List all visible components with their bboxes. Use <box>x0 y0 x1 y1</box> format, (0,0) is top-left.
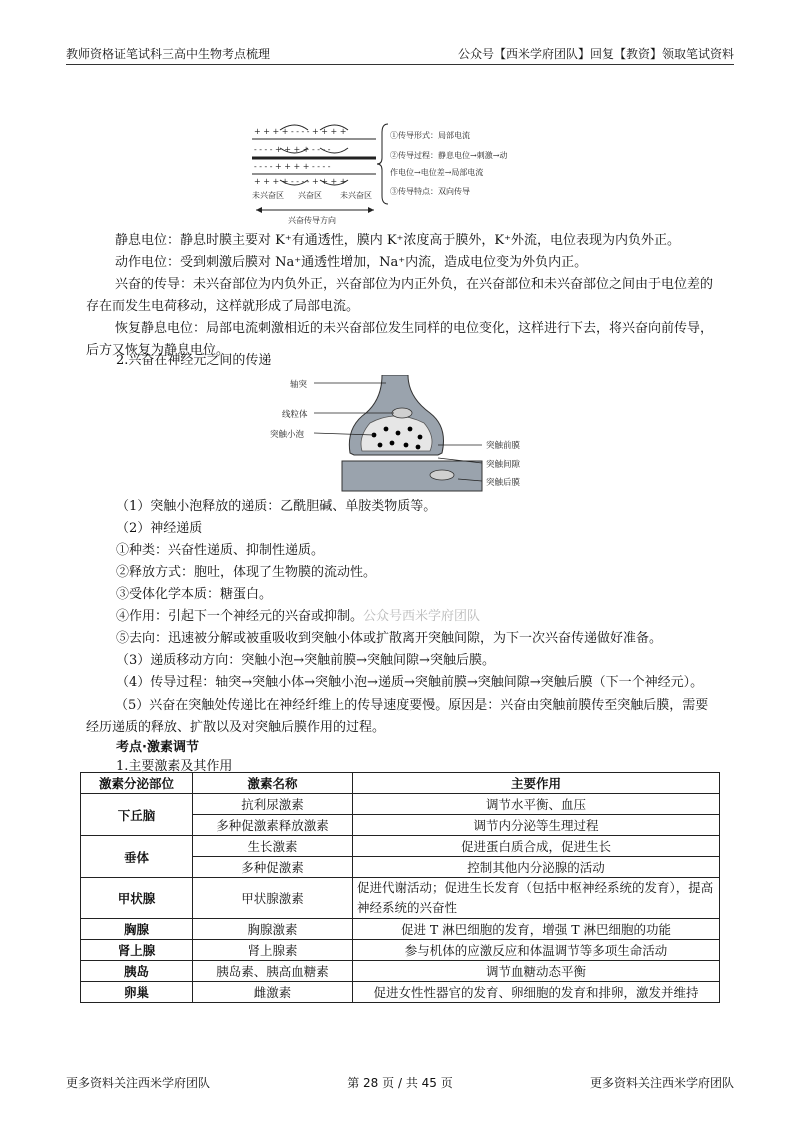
function-cell: 促进 T 淋巴细胞的发育，增强 T 淋巴细胞的功能 <box>353 919 720 940</box>
postsynaptic-membrane <box>342 461 482 491</box>
list-item-2: （2）神经递质 <box>116 521 203 536</box>
list-item-3: ①种类：兴奋性递质、抑制性递质。 <box>116 543 325 558</box>
function-cell: 促进蛋白质合成，促进生长 <box>353 836 720 857</box>
page-number <box>347 1074 453 1091</box>
list-item-10: （5）兴奋在突触处传递比在神经纤维上的传导速度要慢。原因是：兴奋由突触前膜传至突触后膜，需要经历递质的释放、扩散以及对突触后膜作用的过程。 <box>86 698 709 735</box>
table-row <box>81 961 720 982</box>
col-header-function: 主要作用 <box>353 773 720 794</box>
total-pages: 45 <box>421 1076 437 1090</box>
col-header-gland: 激素分泌部位 <box>81 773 193 794</box>
page-suffix: 页 <box>440 1076 453 1090</box>
function-cell: 促进代谢活动；促进生长发育（包括中枢神经系统的发育），提高神经系统的兴奋性 <box>353 878 720 919</box>
list-item-5: ③受体化学本质：糖蛋白。 <box>116 587 273 602</box>
table-row <box>81 940 720 961</box>
fig1-region-right: 未兴奋区 <box>340 191 372 200</box>
fig1-item-3: 作电位→电位差→局部电流 <box>390 168 484 177</box>
direction-arrow-right-icon <box>368 207 374 213</box>
table-row <box>81 878 720 919</box>
fig2-label-cleft: 突触间隙 <box>486 460 521 470</box>
fig1-item-4: ③传导特点：双向传导 <box>390 187 470 196</box>
brace-icon <box>377 124 388 204</box>
gland-cell: 垂体 <box>81 836 193 878</box>
table-row <box>81 919 720 940</box>
subtitle-synapse: 2.兴奋在神经元之间的传递 <box>116 353 272 368</box>
function-cell: 控制其他内分泌腺的活动 <box>353 857 720 878</box>
hormone-cell: 胸腺激素 <box>193 919 353 940</box>
function-cell: 调节水平衡、血压 <box>353 794 720 815</box>
hormone-cell: 甲状腺激素 <box>193 878 353 919</box>
col-header-hormone: 激素名称 <box>193 773 353 794</box>
gland-cell: 甲状腺 <box>81 878 193 919</box>
fig2-label-pre: 突触前膜 <box>486 441 521 451</box>
hormone-cell: 胰岛素、胰高血糖素 <box>193 961 353 982</box>
function-cell: 调节血糖动态平衡 <box>353 961 720 982</box>
footer-left: 更多资料关注西米学府团队 <box>66 1076 211 1090</box>
para-conduction: 兴奋的传导：未兴奋部位为内负外正，兴奋部位为内正外负，在兴奋部位和未兴奋部位之间由于电位差的存在而发生电荷移动，这样就形成了局部电流。 <box>86 277 714 314</box>
para-action-potential: 动作电位：受到刺激后膜对 Na⁺通透性增加，Na⁺内流，造成电位变为外负内正。 <box>115 255 588 270</box>
list-item-8: （3）递质移动方向：突触小泡→突触前膜→突触间隙→突触后膜。 <box>116 653 495 668</box>
fig1-plus-top: + + + + - - - - + + + + <box>254 127 347 136</box>
list-item-6-text: ④作用：引起下一个神经元的兴奋或抑制。 <box>116 609 364 624</box>
para-recovery: 恢复静息电位：局部电流刺激相近的未兴奋部位发生同样的电位变化，这样进行下去，将兴奋向前传导，后方又恢复为静息电位。 <box>86 321 714 358</box>
gland-cell: 卵巢 <box>81 982 193 1003</box>
list-item-6 <box>116 607 480 627</box>
table-header-row <box>81 773 720 794</box>
header-left: 教师资格证笔试科三高中生物考点梳理 <box>66 47 271 61</box>
header-right: 公众号【西米学府团队】回复【教资】领取笔试资料 <box>457 47 734 61</box>
hormone-cell: 抗利尿激素 <box>193 794 353 815</box>
post-mitochondrion-icon <box>430 470 454 480</box>
fig1-item-1: ①传导形式：局部电流 <box>390 131 470 140</box>
hormone-cell: 雌激素 <box>193 982 353 1003</box>
hormone-cell: 生长激素 <box>193 836 353 857</box>
hormone-cell: 多种促激素释放激素 <box>193 815 353 836</box>
list-item-1: （1）突触小泡释放的递质：乙酰胆碱、单胺类物质等。 <box>116 499 437 514</box>
function-cell: 促进女性性器官的发育、卵细胞的发育和排卵，激发并维持 <box>353 982 720 1003</box>
hormone-cell: 多种促激素 <box>193 857 353 878</box>
function-cell: 调节内分泌等生理过程 <box>353 815 720 836</box>
footer-right: 更多资料关注西米学府团队 <box>589 1076 734 1090</box>
page-prefix: 第 <box>347 1076 360 1090</box>
section-subtitle: 1.主要激素及其作用 <box>116 759 233 774</box>
page-footer <box>66 1074 734 1091</box>
page-mid: 页 / 共 <box>382 1076 418 1090</box>
gland-cell: 下丘脑 <box>81 794 193 836</box>
list-item-4: ②释放方式：胞吐，体现了生物膜的流动性。 <box>116 565 377 580</box>
fig1-minus-bottom: - - - - + + + + - - - - <box>254 162 331 171</box>
synapse-diagram <box>262 375 562 493</box>
fig1-region-left: 未兴奋区 <box>252 191 284 200</box>
watermark-text: 公众号西米学府团队 <box>363 609 481 624</box>
fig2-label-vesicle: 突触小泡 <box>270 430 305 440</box>
gland-cell: 胰岛 <box>81 961 193 982</box>
fig1-region-mid: 兴奋区 <box>298 191 322 200</box>
table-row <box>81 836 720 857</box>
gland-cell: 胸腺 <box>81 919 193 940</box>
para-resting-potential: 静息电位：静息时膜主要对 K⁺有通透性，膜内 K⁺浓度高于膜外，K⁺外流，电位表现为内负外正。 <box>115 233 680 248</box>
fig1-minus-top: - - - - + + + + - - - - <box>254 145 331 154</box>
fig1-item-2: ②传导过程：静息电位→刺激→动 <box>390 151 508 160</box>
list-item-7: ⑤去向：迅速被分解或被重吸收到突触小体或扩散离开突触间隙，为下一次兴奋传递做好准备。 <box>116 631 663 646</box>
fig1-plus-bottom: + + + + - - - - + + + + <box>254 177 347 186</box>
fig1-direction-label: 兴奋传导方向 <box>288 216 336 225</box>
fig2-label-axon: 轴突 <box>290 380 308 390</box>
fig2-label-mito: 线粒体 <box>282 410 308 420</box>
gland-cell: 肾上腺 <box>81 940 193 961</box>
current-page: 28 <box>363 1076 379 1090</box>
function-cell: 参与机体的应激反应和体温调节等多项生命活动 <box>353 940 720 961</box>
table-row <box>81 794 720 815</box>
hormone-table <box>80 772 720 1003</box>
conduction-diagram <box>250 118 550 228</box>
fig2-label-post: 突触后膜 <box>486 478 521 488</box>
section-title: 考点·激素调节 <box>116 740 199 755</box>
mitochondrion-icon <box>392 408 412 418</box>
page-header <box>66 40 734 65</box>
list-item-9: （4）传导过程：轴突→突触小体→突触小泡→递质→突触前膜→突触间隙→突触后膜（下一个神经元）。 <box>116 675 704 690</box>
table-row <box>81 982 720 1003</box>
direction-arrow-left-icon <box>256 207 262 213</box>
hormone-cell: 肾上腺素 <box>193 940 353 961</box>
